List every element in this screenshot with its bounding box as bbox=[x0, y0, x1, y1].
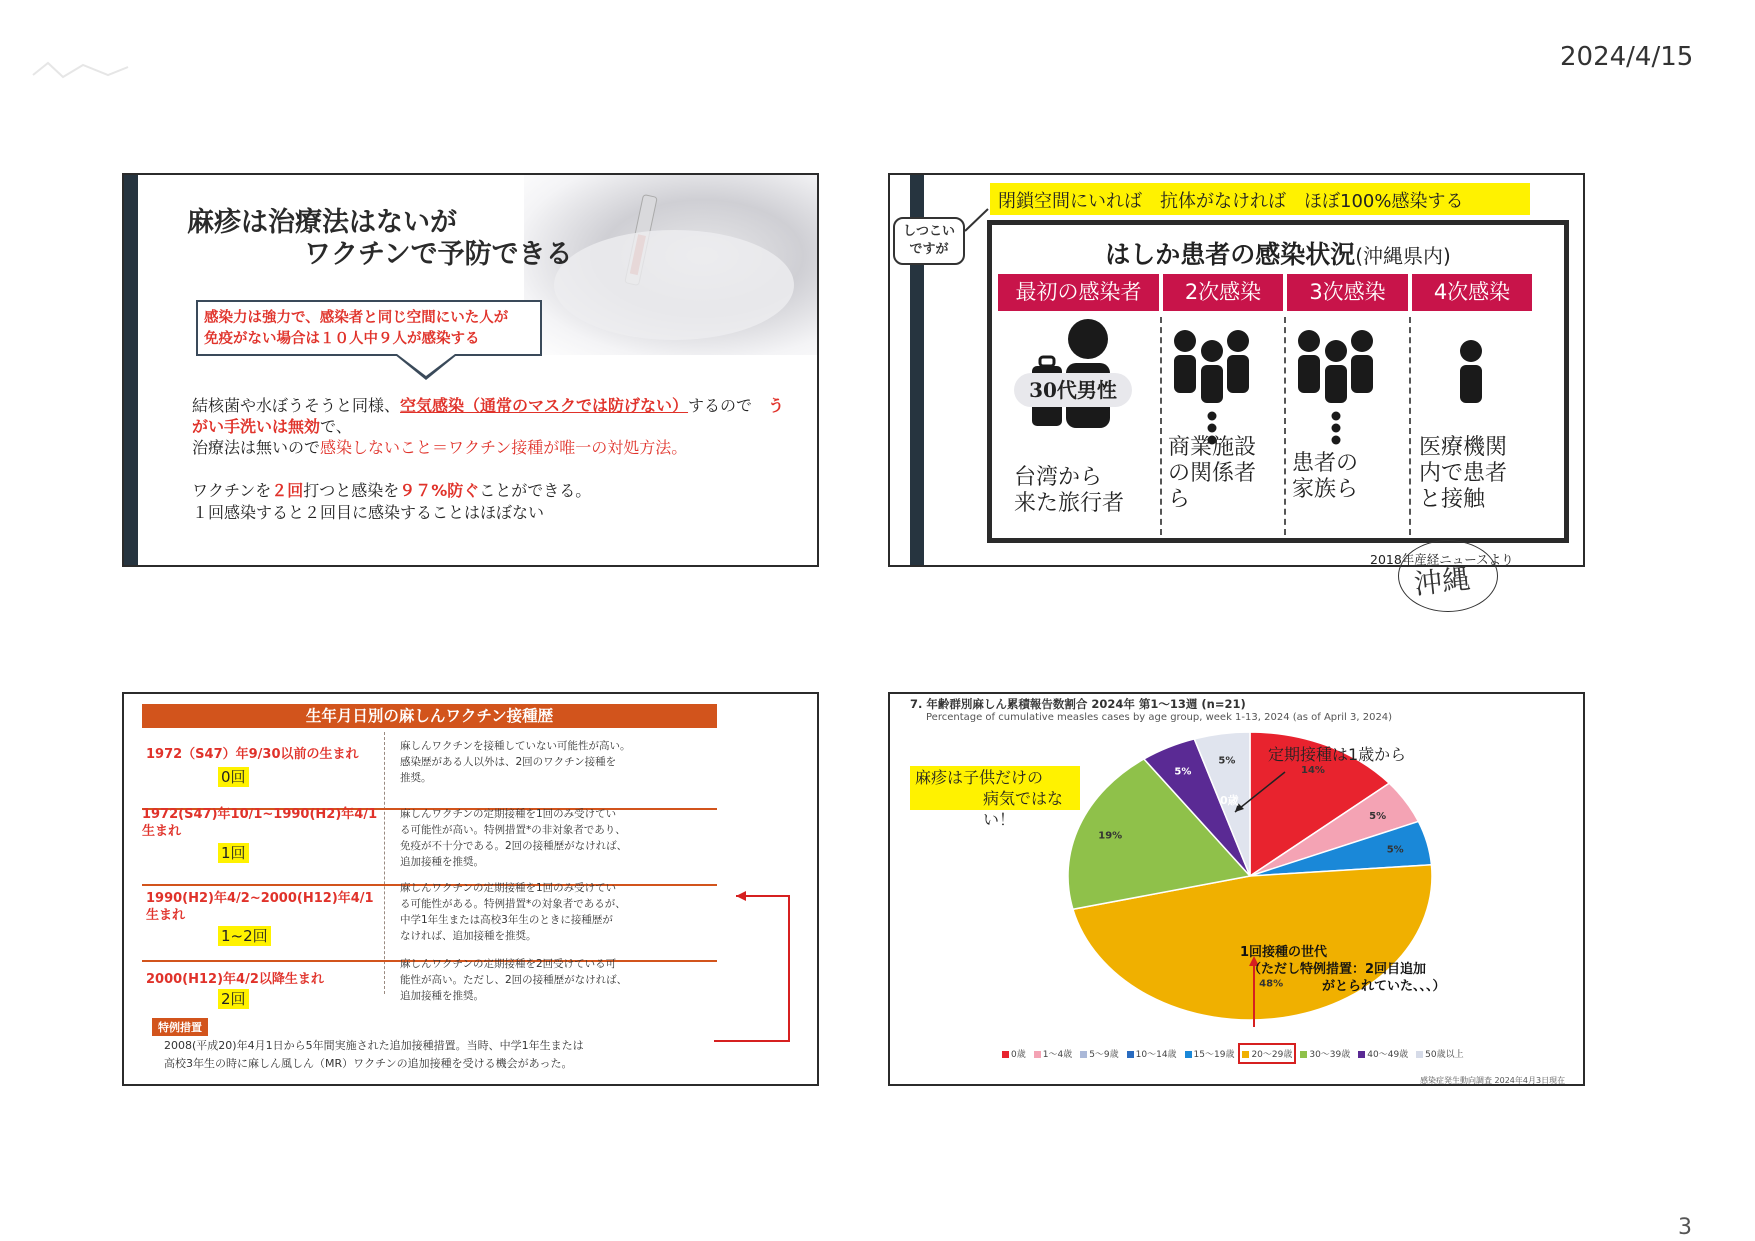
cohort-label bbox=[142, 806, 377, 840]
body-paragraph-2 bbox=[192, 437, 792, 458]
slice-value-label: 48% bbox=[1259, 978, 1284, 990]
label-line: 内で患者 bbox=[1419, 461, 1508, 486]
reminder-bubble bbox=[893, 217, 965, 265]
legend-swatch bbox=[1416, 1051, 1423, 1058]
note-line: る可能性が高い。特例措置*の非対象者であり、 bbox=[400, 824, 626, 836]
legend-item bbox=[1358, 1047, 1408, 1060]
annotation-bottom-2: （ただし特例措置：2回目追加 bbox=[1248, 962, 1427, 977]
legend-item bbox=[1127, 1047, 1177, 1060]
row-note bbox=[400, 806, 715, 870]
label-line: 来た旅行者 bbox=[1014, 491, 1125, 516]
vaccine-emphasis: 感染しないこと＝ワクチン接種が唯一の対処方法。 bbox=[320, 438, 688, 457]
body-text: ワクチンを bbox=[192, 481, 272, 500]
dose-badge: 1回 bbox=[218, 843, 249, 863]
label-line: 商業施設 bbox=[1168, 435, 1257, 460]
scan-artifact bbox=[28, 55, 138, 85]
legend-swatch bbox=[1185, 1051, 1192, 1058]
slice-value-label: 5% bbox=[1369, 810, 1387, 822]
chart-title: 7. 年齢群別麻しん累積報告数割合 2024年 第1〜13週 (n=21) bbox=[910, 697, 1246, 711]
title-text: はしか患者の感染状況 bbox=[1105, 240, 1356, 269]
legend-label: 50歳以上 bbox=[1425, 1050, 1464, 1060]
closed-space-banner: 閉鎖空間にいれば 抗体がなければ ほぼ100%感染する bbox=[990, 183, 1530, 215]
legend-label: 5～9歳 bbox=[1089, 1050, 1119, 1060]
note-line: 中学1年生または高校3年生のときに接種歴が bbox=[400, 914, 613, 926]
chart-footer: 感染症発生動向調査 2024年4月3日現在 bbox=[1420, 1076, 1566, 1085]
label-line: の関係者 bbox=[1168, 461, 1257, 486]
legend-item bbox=[1242, 1047, 1292, 1060]
bubble-line1: しつこい bbox=[902, 224, 955, 239]
legend-label: 40～49歳 bbox=[1367, 1050, 1409, 1060]
special-measure-text bbox=[164, 1037, 744, 1073]
age-group-pie bbox=[890, 694, 1585, 1086]
body-paragraph-4: １回感染すると２回目に感染することはほぼない bbox=[192, 503, 545, 522]
legend-item bbox=[1416, 1047, 1463, 1060]
handwritten-okinawa: 沖縄 bbox=[1412, 562, 1472, 601]
row-note bbox=[400, 880, 715, 944]
infection-chain-panel bbox=[987, 220, 1569, 543]
body-paragraph-1 bbox=[192, 395, 792, 437]
cohort-line: 1972(S47)年10/1~1990(H2)年4/1 bbox=[142, 807, 378, 822]
legend-item bbox=[1185, 1047, 1235, 1060]
note-line: なければ、追加接種を推奨。 bbox=[400, 930, 537, 942]
callout-line2: 免疫がない場合は１０人中９人が感染する bbox=[204, 331, 480, 347]
label-line: 患者の bbox=[1292, 451, 1359, 476]
chart-legend bbox=[1002, 1047, 1472, 1060]
secondary-people-icon bbox=[1174, 330, 1249, 445]
label-line: 台湾から bbox=[1014, 465, 1103, 490]
label-commercial bbox=[1168, 435, 1256, 513]
body-text: するので bbox=[688, 396, 769, 415]
note-line: 追加接種を推奨。 bbox=[400, 990, 484, 1002]
slice-value-label: 14% bbox=[1300, 764, 1325, 776]
cohort-line: 生まれ bbox=[142, 824, 182, 839]
slide1-title-line2: ワクチンで予防できる bbox=[304, 239, 573, 270]
cohort-label: 1972（S47）年9/30以前の生まれ bbox=[146, 747, 359, 762]
stage-quaternary: 4次感染 bbox=[1412, 274, 1532, 311]
slide-measles-prevention bbox=[122, 173, 819, 567]
slide-age-pie-chart bbox=[888, 692, 1585, 1086]
inner-label-0: 0歳 bbox=[1220, 794, 1239, 807]
body-text: ことができる。 bbox=[479, 481, 592, 500]
label-medical bbox=[1419, 435, 1507, 513]
note-line: 麻しんワクチンの定期接種を1回のみ受けてい bbox=[400, 882, 617, 894]
legend-swatch bbox=[1242, 1051, 1249, 1058]
quaternary-person-icon bbox=[1460, 340, 1482, 403]
special-line: 高校3年生の時に麻しん風しん（MR）ワクチンの追加接種を受ける機会があった。 bbox=[164, 1057, 573, 1070]
note-line: る可能性がある。特例措置*の対象者であるが、 bbox=[400, 898, 626, 910]
legend-label: 1～4歳 bbox=[1042, 1050, 1073, 1060]
legend-swatch bbox=[1034, 1051, 1041, 1058]
legend-swatch bbox=[1080, 1051, 1087, 1058]
legend-swatch bbox=[1300, 1051, 1307, 1058]
slide1-title-line1: 麻疹は治療法はないが bbox=[187, 207, 457, 238]
slice-value-label: 5% bbox=[1218, 755, 1236, 767]
slice-value-label: 19% bbox=[1098, 830, 1123, 842]
special-measure-tag: 特例措置 bbox=[152, 1018, 208, 1036]
slide1-body bbox=[192, 395, 792, 458]
note-line: 感染歴がある人以外は、2回のワクチン接種を bbox=[400, 756, 617, 768]
legend-item bbox=[1080, 1047, 1118, 1060]
cohort-label bbox=[146, 890, 374, 924]
bubble-line2: ですが bbox=[909, 242, 949, 257]
stage-first-case: 最初の感染者 bbox=[998, 274, 1159, 311]
note-line: 病気ではない！ bbox=[983, 789, 1064, 829]
legend-item bbox=[1002, 1047, 1026, 1060]
legend-item bbox=[1300, 1047, 1350, 1060]
stage-tertiary: 3次感染 bbox=[1287, 274, 1408, 311]
table-header: 生年月日別の麻しんワクチン接種歴 bbox=[142, 704, 717, 728]
cohort-line: 生まれ bbox=[146, 908, 186, 923]
slice-value-label: 5% bbox=[1174, 766, 1192, 778]
body-text: 結核菌や水ぼうそうと同様、 bbox=[192, 396, 401, 415]
note-line: 麻しんワクチンを接種していない可能性が高い。 bbox=[400, 740, 631, 752]
note-line: 免疫が不十分である。2回の接種歴がなければ、 bbox=[400, 840, 628, 852]
cohort-line: 1990(H2)年4/2~2000(H12)年4/1 bbox=[146, 891, 374, 906]
note-line: 推奨。 bbox=[400, 772, 432, 784]
efficacy-emphasis: ９７%防ぐ bbox=[399, 481, 480, 500]
annotation-bottom-3: がとられていた、、、） bbox=[1322, 979, 1446, 994]
note-line: 能性が高い。ただし、2回の接種歴がなければ、 bbox=[400, 974, 628, 986]
label-family bbox=[1292, 451, 1358, 503]
label-line: ら bbox=[1168, 487, 1191, 512]
row-note bbox=[400, 738, 715, 786]
two-doses-emphasis: ２回 bbox=[271, 481, 304, 500]
note-line: 追加接種を推奨。 bbox=[400, 856, 484, 868]
legend-swatch bbox=[1358, 1051, 1365, 1058]
legend-swatch bbox=[1127, 1051, 1134, 1058]
infectivity-callout bbox=[196, 300, 542, 356]
legend-label: 15～19歳 bbox=[1193, 1050, 1235, 1060]
handwash-emphasis: うがい手洗いは無効 bbox=[192, 396, 785, 436]
body-paragraph-3 bbox=[192, 480, 792, 502]
callout-tail-inner bbox=[397, 354, 455, 376]
page-date: 2024/4/15 bbox=[1560, 42, 1694, 72]
slide-vaccination-history bbox=[122, 692, 819, 1086]
label-line: 医療機関 bbox=[1419, 435, 1508, 460]
legend-label: 30～39歳 bbox=[1309, 1050, 1351, 1060]
annotation-top: 定期接種は1歳から bbox=[1268, 745, 1407, 764]
callout-line1: 感染力は強力で、感染者と同じ空間にいた人が bbox=[204, 310, 509, 326]
tertiary-people-icon bbox=[1298, 330, 1373, 445]
chart-subtitle: Percentage of cumulative measles cases by age group, week 1-13, 2024 (as of April 3, 2024) bbox=[926, 712, 1393, 723]
infection-chain-title bbox=[992, 235, 1564, 271]
slide-accent-bar bbox=[124, 175, 138, 565]
stage-secondary: 2次感染 bbox=[1163, 274, 1283, 311]
title-suffix: (沖縄県内) bbox=[1355, 244, 1451, 268]
label-line: 家族ら bbox=[1292, 477, 1359, 502]
airborne-emphasis: 空気感染（通常のマスクでは防げない） bbox=[400, 396, 689, 415]
dose-badge: 1~2回 bbox=[218, 926, 271, 946]
slide1-body-2 bbox=[192, 480, 792, 524]
note-line: 麻しんワクチンの定期接種を2回受けている可 bbox=[400, 958, 617, 970]
legend-swatch bbox=[1002, 1051, 1009, 1058]
annotation-bottom-1: 1回接種の世代 bbox=[1240, 945, 1328, 960]
body-text: 打つと感染を bbox=[303, 481, 400, 500]
legend-item bbox=[1034, 1047, 1072, 1060]
case-badge: 30代男性 bbox=[1014, 373, 1132, 407]
note-line: 麻しんワクチンの定期接種を1回のみ受けてい bbox=[400, 808, 617, 820]
source-note: 2018年産経ニュースより bbox=[1370, 552, 1514, 567]
dose-badge: 0回 bbox=[218, 767, 249, 787]
special-line: 2008(平成20)年4月1日から5年間実施された追加接種措置。当時、中学1年生または bbox=[164, 1039, 584, 1052]
legend-label: 10～14歳 bbox=[1135, 1050, 1177, 1060]
label-traveler bbox=[1014, 465, 1124, 517]
body-text: で、 bbox=[320, 417, 352, 436]
slice-value-label: 5% bbox=[1386, 844, 1404, 856]
cohort-label: 2000(H12)年4/2以降生まれ bbox=[146, 972, 324, 987]
page-number: 3 bbox=[1678, 1215, 1692, 1240]
legend-label: 20～29歳 bbox=[1251, 1050, 1293, 1060]
slide-okinawa-infection bbox=[888, 173, 1585, 567]
label-line: と接触 bbox=[1419, 487, 1486, 512]
not-only-children-note bbox=[910, 766, 1080, 829]
legend-label: 0歳 bbox=[1011, 1050, 1026, 1060]
dose-badge: 2回 bbox=[218, 989, 249, 1009]
row-note bbox=[400, 956, 715, 1004]
note-line: 麻疹は子供だけの bbox=[915, 768, 1044, 787]
body-text: 治療法は無いので bbox=[192, 438, 321, 457]
